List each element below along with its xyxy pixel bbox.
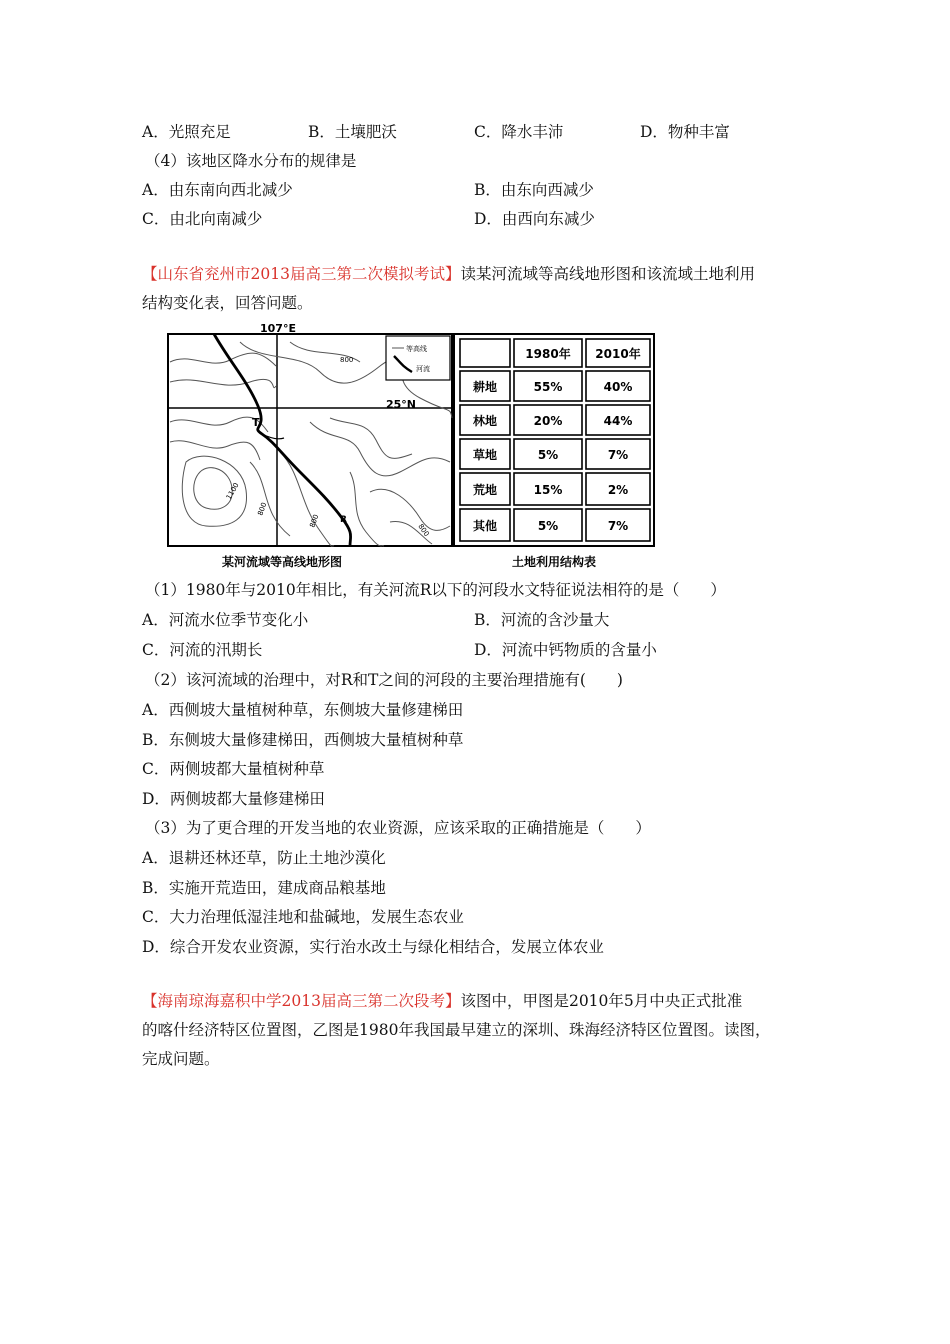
table-header: 1980年 [525,347,571,361]
q1-option-c: C．河流的汛期长 [142,641,263,659]
point-t-label: T [252,416,260,429]
q4-option-c: C．由北向南减少 [142,210,263,228]
option-d: D．物种丰富 [640,123,730,141]
table-cell: 40% [603,380,633,394]
table-row-label: 林地 [472,414,498,428]
table-cell: 5% [537,448,559,462]
question-2-stem: （2）该河流域的治理中，对R和T之间的河段的主要治理措施有( ) [145,671,623,689]
table-cell: 20% [533,414,563,428]
q3-option-a: A．退耕还林还草，防止土地沙漠化 [142,849,386,867]
point-r-label: R [340,515,347,525]
figure-map-and-table [150,322,660,574]
legend-contour: 等高线 [406,345,427,353]
question-4-stem: （4）该地区降水分布的规律是 [145,152,357,170]
option-c: C．降水丰沛 [474,123,564,141]
contour-label: 800 [416,522,431,539]
q3-option-b: B．实施开荒造田，建成商品粮基地 [142,879,386,897]
q2-option-d: D．两侧坡都大量修建梯田 [142,790,325,808]
section-1-intro-line-1 [142,263,755,285]
section-2-intro-line-2: 的喀什经济特区位置图，乙图是1980年我国最早建立的深圳、珠海经济特区位置图。读图， [142,1021,771,1039]
option-b: B．土壤肥沃 [308,123,397,141]
question-1-stem: （1）1980年与2010年相比，有关河流R以下的河段水文特征说法相符的是（ ） [145,581,726,599]
q2-option-a: A．西侧坡大量植树种草，东侧坡大量修建梯田 [142,701,464,719]
table-row-label: 其他 [472,519,498,533]
section-1-source: 【山东省兖州市2013届高三第二次模拟考试】 [142,265,461,283]
table-cell: 55% [533,380,563,394]
contour-label: 1100 [224,481,241,501]
table-cell: 5% [537,519,559,533]
table-row-label: 草地 [472,448,498,462]
section-2-intro-text: 该图中，甲图是2010年5月中央正式批准 [460,992,743,1010]
q4-option-d: D．由西向东减少 [474,210,595,228]
map-legend [386,336,450,380]
legend-river: 河流 [416,365,430,373]
q1-option-a: A．河流水位季节变化小 [142,611,309,629]
q2-option-b: B．东侧坡大量修建梯田，西侧坡大量植树种草 [142,731,464,749]
table-cell: 15% [533,483,563,497]
table-row-label: 荒地 [472,483,498,497]
contour-label: 800 [308,513,321,529]
q3-option-d: D．综合开发农业资源，实行治水改土与绿化相结合，发展立体农业 [142,938,604,956]
latitude-label: 25°N [386,398,417,411]
land-use-table [454,334,654,569]
q2-option-c: C．两侧坡都大量植树种草 [142,760,325,778]
table-caption: 土地利用结构表 [511,555,597,569]
section-2-source: 【海南琼海嘉积中学2013届高三第二次段考】 [142,992,461,1010]
q4-option-a: A．由东南向西北减少 [142,181,293,199]
q3-option-c: C．大力治理低湿洼地和盐碱地，发展生态农业 [142,908,464,926]
table-header: 2010年 [595,347,641,361]
section-1-intro-text: 读某河流域等高线地形图和该流域土地利用 [460,265,755,283]
section-2-intro-line-3: 完成问题。 [142,1050,220,1068]
contour-map [168,322,452,569]
q1-option-d: D．河流中钙物质的含量小 [474,641,657,659]
table-row-label: 耕地 [472,380,498,394]
contour-label: 800 [340,356,354,364]
section-1-intro-line-2: 结构变化表，回答问题。 [142,294,313,312]
longitude-label: 107°E [260,322,296,335]
map-caption: 某河流域等高线地形图 [222,555,343,569]
table-cell: 7% [607,448,629,462]
table-cell: 44% [603,414,633,428]
q4-option-b: B．由东向西减少 [474,181,594,199]
option-a: A．光照充足 [142,123,231,141]
table-cell: 7% [607,519,629,533]
q1-option-b: B．河流的含沙量大 [474,611,610,629]
table-cell: 2% [607,483,629,497]
section-2-intro-line-1 [142,990,742,1012]
contour-label: 800 [256,501,269,517]
question-3-stem: （3）为了更合理的开发当地的农业资源，应该采取的正确措施是（ ） [145,819,651,837]
